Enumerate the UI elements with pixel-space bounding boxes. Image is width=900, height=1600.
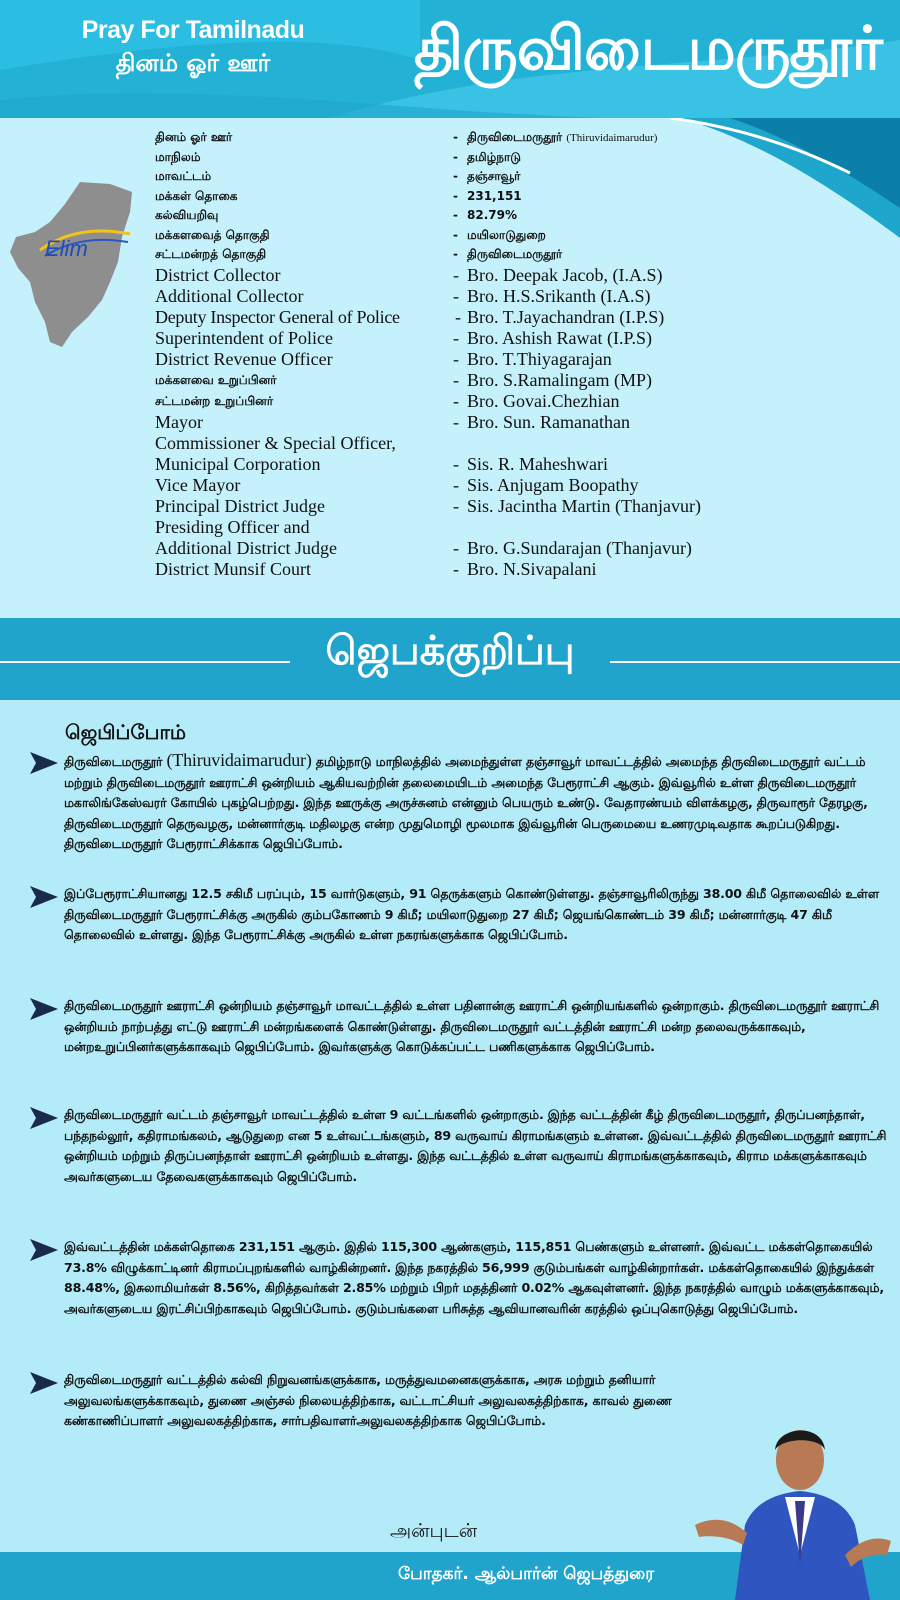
paragraph-text: இவ்வட்டத்தின் மக்கள்தொகை 231,151 ஆகும். இதில் 115,300 ஆண்களும், 115,851 பெண்களும் உள்ளனர். இவ்வட்ட மக்கள்தொகையில் 73.8% விழுக்காட்டினர் கிராமப்புறங்களில் வாழ்கின்றனர். இந்த நகரத்தில் 56,999 குடும்பங்கள் வாழ்கின்றார்கள். மக்கள்தொகையில் இந்துக்கள் 88.48%, இசுலாமியர்கள் 8.56%, கிறித்தவர்கள் 2.85% மற்றும் பிறர் மதத்தினர் 0.02% ஆகவுள்ளனர். இந்த நகரத்தில் வாழும் மக்களுக்காகவும், அவர்களுடைய இரட்சிப்பிற்காகவும் ஜெபிப்போம். குடும்பங்களை பரிசுத்த ஆவியானவரின் கரத்தில் ஒப்புகொடுத்து ஜெபிப்போம்.: [64, 1239, 884, 1316]
info-label: மக்களவை உறுப்பினர்: [155, 372, 277, 387]
paragraph-text-part: தமிழ்நாடு மாநிலத்தில் அமைந்துள்ள தஞ்சாவூர் மாவட்டத்தில் அமைந்த திருவிடைமருதூர் வட்டம் மற்றும் திருவிடைமருதூர் ஊராட்சி ஒன்றியம் ஆகியவற்றின் தலைமையிடம் அமைந்த பேரூராட்சி ஆகும். இவ்வூரில் உள்ள திருவிடைமருதூர் மகாலிங்கேஸ்வரர் கோயில் புகழ்பெற்றது. இந்த ஊருக்கு அருச்சுனம் என்னும் பெயரும் உண்டு. வேதாரண்யம் விளக்கழகு, திருவாரூர் தேரழகு, திருவிடைமருதூர் தெருவழகு, மன்னார்குடி மதிலழகு என்ற முதுமொழி மூலமாக இவ்வூரின் பெருமையை உணரமுடிவதாக கூறப்படுகிறது. திருவிடைமருதூர் பேரூராட்சிக்காக ஜெபிப்போம்.: [64, 754, 868, 851]
paragraph-text: திருவிடைமருதூர் வட்டத்தில் கல்வி நிறுவனங்களுக்காக, மருத்துவமனைகளுக்காக, அரசு மற்றும் தனியார் அலுவலங்களுக்காகவும், துணை அஞ்சல் நிலையத்திற்காக, வட்டாட்சியர் அலுவலகத்திற்காக, காவல் துணை கண்காணிப்பாளர் அலுவலகத்திற்காக, சார்பதிவாளர்அலுவலகத்திற்காக ஜெபிப்போம்.: [64, 1372, 672, 1428]
info-label: [155, 433, 453, 475]
info-row: [155, 370, 875, 391]
info-row: [155, 128, 875, 148]
info-value: Bro. N.Sivapalani: [467, 558, 597, 579]
prayer-paragraph: [30, 750, 890, 855]
info-row: [155, 559, 875, 580]
info-label: Mayor: [155, 411, 203, 432]
info-label-line-2: Municipal Corporation: [155, 453, 321, 474]
info-row: [155, 245, 875, 265]
prayer-paragraph: [30, 996, 890, 1058]
info-value: Bro. T.Jayachandran (I.P.S): [467, 306, 665, 327]
info-row: [155, 167, 875, 187]
prayer-paragraph: [30, 1105, 890, 1187]
info-row: [155, 349, 875, 370]
info-label: மக்கள் தொகை: [155, 188, 238, 203]
pastor-photo: [695, 1405, 900, 1600]
arrow-bullet-icon: [30, 750, 64, 855]
info-row: [155, 226, 875, 246]
info-value: [467, 128, 875, 149]
info-value: தஞ்சாவூர்: [467, 169, 521, 183]
info-row: [155, 206, 875, 226]
elim-logo: Elim: [45, 236, 88, 261]
info-value: Bro. T.Thiyagarajan: [467, 348, 612, 369]
info-row: [155, 517, 875, 559]
info-value: Sis. R. Maheshwari: [467, 453, 608, 474]
signoff-anbudan: அன்புடன்: [390, 1520, 478, 1542]
info-separator: -: [453, 558, 459, 579]
info-label: மக்களவைத் தொகுதி: [155, 227, 270, 242]
info-table: [155, 128, 875, 580]
info-label: மாவட்டம்: [155, 169, 212, 183]
prayer-heading: ஜெபிப்போம்: [65, 720, 186, 744]
info-separator: -: [453, 264, 459, 285]
info-separator: -: [453, 537, 459, 558]
info-value-tamil: திருவிடைமருதூர்: [467, 130, 567, 144]
info-separator: -: [453, 411, 459, 432]
dinam-oor-oor-subtitle: தினம் ஓர் ஊர்: [115, 49, 271, 77]
info-row: [155, 328, 875, 349]
info-label: Deputy Inspector General of Police: [155, 306, 400, 327]
arrow-bullet-icon: [30, 884, 64, 946]
info-separator: -: [453, 169, 458, 183]
info-row: [155, 391, 875, 412]
info-separator: -: [453, 188, 458, 203]
arrow-bullet-icon: [30, 996, 64, 1058]
town-title: திருவிடைமருதூர்: [413, 14, 882, 84]
banner-title: ஜெபக்குறிப்பு: [325, 628, 575, 674]
info-separator: -: [453, 453, 459, 474]
info-separator: -: [453, 369, 459, 390]
info-row: [155, 187, 875, 207]
paragraph-text: திருவிடைமருதூர் வட்டம் தஞ்சாவூர் மாவட்டத்தில் உள்ள 9 வட்டங்களில் ஒன்றாகும். இந்த வட்டத்தின் கீழ் திருவிடைமருதூர், திருப்பனந்தாள், பந்தநல்லூர், கதிராமங்கலம், ஆடுதுறை என 5 உள்வட்டங்களும், 89 வருவாய் கிராமங்களும் உள்ளன. இவ்வட்டத்தில் திருவிடைமருதூர் ஊராட்சி ஒன்றியம் மற்றும் திருப்பனந்தாள் ஊராட்சி ஒன்றியம் உள்ளது. இந்த வட்டத்தில் உள்ள வருவாய் கிராமங்களுக்காகவும், கிராம மக்களுக்காகவும் அவர்களுடைய தேவைகளுக்காகவும் ஜெபிப்போம்.: [64, 1107, 887, 1184]
prayer-paragraph: [30, 1237, 890, 1319]
info-value: Bro. H.S.Srikanth (I.A.S): [467, 285, 651, 306]
info-label: சட்டமன்ற உறுப்பினர்: [155, 393, 274, 408]
prayer-banner: [0, 618, 900, 700]
info-separator: -: [453, 348, 459, 369]
info-row: [155, 475, 875, 496]
info-value: மயிலாடுதுறை: [467, 227, 546, 242]
info-label: சட்டமன்றத் தொகுதி: [155, 247, 267, 261]
info-value: Sis. Jacintha Martin (Thanjavur): [467, 495, 701, 516]
info-label: [155, 517, 453, 559]
info-value: 82.79%: [467, 208, 517, 222]
info-row: [155, 265, 875, 286]
paragraph-text-english: (Thiruvidaimarudur): [166, 750, 312, 770]
prayer-paragraph: [30, 1370, 730, 1432]
info-section: [0, 118, 900, 618]
pastor-name: போதகர். ஆல்பார்ன் ஜெபத்துரை: [398, 1564, 654, 1584]
info-value: தமிழ்நாடு: [467, 149, 521, 164]
info-label: மாநிலம்: [155, 149, 201, 164]
info-value: Sis. Anjugam Boopathy: [467, 474, 639, 495]
info-label: Additional Collector: [155, 285, 304, 306]
tamilnadu-map-icon: [10, 182, 140, 352]
arrow-bullet-icon: [30, 1237, 64, 1319]
info-row: [155, 433, 875, 475]
paragraph-text: இப்பேரூராட்சியானது 12.5 சகிமீ பரப்பும், 15 வார்டுகளும், 91 தெருக்களும் கொண்டுள்ளது. தஞ்சாவூரிலிருந்து 38.00 கிமீ தொலைவில் உள்ள திருவிடைமருதூர் பேரூராட்சிக்கு அருகில் கும்பகோணம் 9 கிமீ; மயிலாடுதுறை 27 கிமீ; ஜெயங்கொண்டம் 39 கிமீ; மன்னார்குடி 47 கிமீ தொலைவில் உள்ளது. இந்த பேரூராட்சிக்கு அருகில் உள்ள நகரங்களுக்காக ஜெபிப்போம்.: [64, 886, 879, 942]
pray-for-tamilnadu-title: Pray For Tamilnadu: [81, 16, 305, 44]
info-row: [155, 496, 875, 517]
info-label: தினம் ஓர் ஊர்: [155, 130, 233, 144]
info-separator: -: [453, 247, 458, 261]
info-label: Superintendent of Police: [155, 327, 333, 348]
info-label: கல்வியறிவு: [155, 208, 219, 222]
info-separator: -: [453, 130, 458, 144]
info-separator: -: [453, 227, 458, 242]
info-row: [155, 412, 875, 433]
info-value: Bro. S.Ramalingam (MP): [467, 369, 652, 390]
paragraph-text-part: திருவிடைமருதூர்: [64, 754, 167, 769]
info-label: District Munsif Court: [155, 558, 311, 579]
info-value: Bro. Govai.Chezhian: [467, 390, 620, 411]
arrow-bullet-icon: [30, 1370, 64, 1432]
info-separator: -: [453, 390, 459, 411]
info-label-line-1: Commissioner & Special Officer,: [155, 432, 396, 453]
info-label: Principal District Judge: [155, 495, 325, 516]
arrow-bullet-icon: [30, 1105, 64, 1187]
info-value: Bro. Sun. Ramanathan: [467, 411, 630, 432]
info-value: Bro. Ashish Rawat (I.P.S): [467, 327, 653, 348]
info-separator: -: [453, 149, 458, 164]
paragraph-text: [64, 750, 890, 855]
info-label: District Collector: [155, 264, 281, 285]
info-separator: -: [453, 495, 459, 516]
info-value: Bro. Deepak Jacob, (I.A.S): [467, 264, 663, 285]
info-value: திருவிடைமருதூர்: [467, 247, 563, 261]
info-separator: -: [453, 285, 459, 306]
info-separator: -: [453, 208, 458, 222]
paragraph-text: திருவிடைமருதூர் ஊராட்சி ஒன்றியம் தஞ்சாவூர் மாவட்டத்தில் உள்ள பதினான்கு ஊராட்சி ஒன்றியங்களில் ஒன்றாகும். திருவிடைமருதூர் ஊராட்சி ஒன்றியம் நாற்பத்து எட்டு ஊராட்சி மன்றங்களைக் கொண்டுள்ளது. திருவிடைமருதூர் வட்டத்தின் ஊராட்சி மன்ற தலைவருக்காகவும், மன்றஉறுப்பினர்களுக்காகவும் ஜெபிப்போம். இவர்களுக்கு கொடுக்கப்பட்ட பணிகளுக்காக ஜெபிப்போம்.: [64, 998, 880, 1054]
info-value-english: (Thiruvidaimarudur): [566, 132, 658, 144]
info-separator: -: [453, 474, 459, 495]
info-row: [155, 148, 875, 168]
header: [0, 0, 900, 118]
info-label: District Revenue Officer: [155, 348, 333, 369]
info-label: Vice Mayor: [155, 474, 241, 495]
info-value: 231,151: [467, 188, 522, 203]
prayer-paragraph: [30, 884, 890, 946]
info-separator: -: [455, 306, 461, 327]
info-label-line-1: Presiding Officer and: [155, 516, 310, 537]
info-row: [155, 286, 875, 307]
info-value: Bro. G.Sundarajan (Thanjavur): [467, 537, 692, 558]
info-separator: -: [453, 327, 459, 348]
info-label-line-2: Additional District Judge: [155, 537, 337, 558]
info-row: [155, 307, 875, 328]
